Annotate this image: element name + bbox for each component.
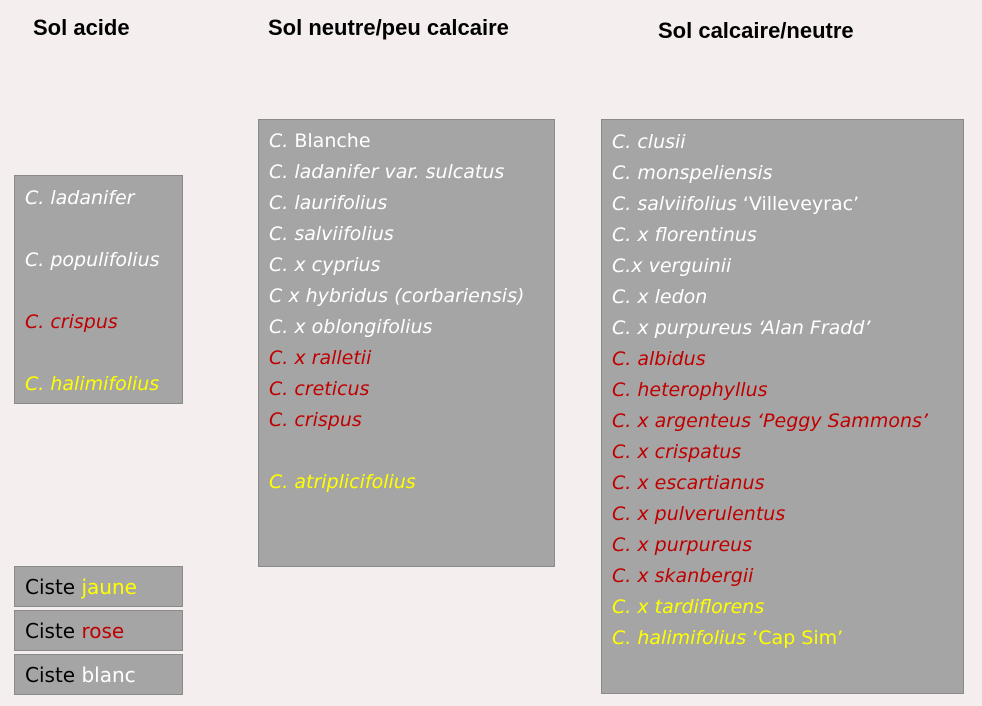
species-epithet: monspeliensis (637, 162, 773, 184)
species-genus: C. (612, 348, 632, 370)
species-epithet: laurifolius (294, 192, 388, 214)
list-box-sol-neutre (258, 119, 555, 567)
legend-prefix: Ciste (25, 663, 76, 687)
species-epithet: x argenteus ‘Peggy Sammons’ (637, 410, 928, 432)
species-genus: C. (612, 224, 632, 246)
species-epithet: x purpureus ‘Alan Fradd’ (637, 317, 871, 339)
species-genus: C. (269, 192, 289, 214)
species-item (269, 157, 554, 188)
species-genus: C. (269, 223, 289, 245)
species-epithet: salviifolius (637, 193, 737, 215)
species-item (612, 437, 963, 468)
species-genus: C. (269, 316, 289, 338)
species-genus: C. (612, 193, 632, 215)
species-epithet: salviifolius (294, 223, 394, 245)
species-item (612, 127, 963, 158)
species-epithet: ladanifer (50, 187, 135, 209)
species-epithet: x purpureus (637, 534, 753, 556)
species-genus: C. (25, 249, 45, 271)
species-genus: C. (269, 130, 289, 152)
species-epithet: albidus (637, 348, 706, 370)
species-genus: C. (25, 373, 45, 395)
species-epithet: x escartianus (637, 472, 765, 494)
heading-sol-calcaire: Sol calcaire/neutre (658, 18, 854, 43)
legend-prefix: Ciste (25, 575, 76, 599)
species-item (612, 592, 963, 623)
legend-prefix: Ciste (25, 619, 76, 643)
species-epithet: x hybridus (corbariensis) (288, 285, 525, 307)
species-item (25, 246, 182, 308)
species-genus: C. (269, 378, 289, 400)
species-epithet: x skanbergii (637, 565, 754, 587)
species-cultivar: ‘Villeveyrac’ (742, 193, 860, 215)
list-box-sol-calcaire (601, 119, 964, 694)
species-epithet: x oblongifolius (294, 316, 433, 338)
species-item (612, 468, 963, 499)
species-item (269, 467, 554, 498)
species-epithet: halimifolius (50, 373, 160, 395)
species-epithet: halimifolius (637, 627, 747, 649)
legend-word-rose: rose (81, 619, 125, 643)
species-epithet: crispus (294, 409, 362, 431)
species-epithet: ladanifer var. sulcatus (294, 161, 505, 183)
species-genus: C. (612, 534, 632, 556)
species-item (269, 250, 554, 281)
species-epithet: x florentinus (637, 224, 757, 246)
species-item (612, 282, 963, 313)
species-genus: C. (269, 254, 289, 276)
species-genus: C. (612, 441, 632, 463)
species-genus: C. (612, 410, 632, 432)
species-epithet: heterophyllus (637, 379, 768, 401)
species-genus: C. (25, 187, 45, 209)
species-item (269, 281, 554, 312)
species-item (612, 158, 963, 189)
species-genus: C. (612, 379, 632, 401)
species-item (612, 313, 963, 344)
species-item (612, 561, 963, 592)
species-epithet: x crispatus (637, 441, 742, 463)
species-genus: C.x (612, 255, 643, 277)
species-genus: C. (25, 311, 45, 333)
species-item (612, 189, 963, 220)
species-item (612, 344, 963, 375)
species-item (612, 406, 963, 437)
species-item (269, 126, 554, 157)
species-item (25, 184, 182, 246)
species-genus: C. (612, 472, 632, 494)
species-item (269, 219, 554, 250)
species-genus: C. (612, 627, 632, 649)
species-item (269, 312, 554, 343)
species-cultivar: ‘Cap Sim’ (752, 627, 844, 649)
species-epithet: verguinii (648, 255, 732, 277)
species-list-sol-neutre (269, 126, 554, 498)
species-genus: C. (612, 596, 632, 618)
heading-sol-neutre: Sol neutre/peu calcaire (268, 15, 509, 40)
heading-sol-acide: Sol acide (33, 15, 130, 40)
species-epithet: creticus (294, 378, 370, 400)
species-item (612, 251, 963, 282)
species-item (612, 220, 963, 251)
legend-word-blanc: blanc (81, 663, 136, 687)
legend-word-jaune: jaune (81, 575, 137, 599)
species-item (269, 405, 554, 436)
species-genus: C. (269, 347, 289, 369)
species-genus: C. (269, 161, 289, 183)
species-epithet: x cyprius (294, 254, 381, 276)
list-box-sol-acide (14, 175, 183, 404)
species-item (25, 308, 182, 370)
species-epithet: x ledon (637, 286, 708, 308)
species-genus: C. (612, 317, 632, 339)
species-genus: C. (612, 565, 632, 587)
legend-item-jaune (14, 566, 183, 607)
species-item (612, 623, 963, 654)
species-item (612, 499, 963, 530)
species-epithet: clusii (637, 131, 686, 153)
species-epithet: atriplicifolius (294, 471, 416, 493)
species-list-sol-calcaire (612, 127, 963, 654)
species-item (269, 436, 554, 467)
species-genus: C. (612, 131, 632, 153)
species-item (269, 374, 554, 405)
species-genus: C. (612, 162, 632, 184)
species-genus: C. (269, 409, 289, 431)
species-item (612, 530, 963, 561)
species-epithet: x tardiflorens (637, 596, 765, 618)
species-item (612, 375, 963, 406)
species-item (269, 188, 554, 219)
species-genus: C (269, 285, 283, 307)
legend-item-blanc (14, 654, 183, 695)
species-epithet: crispus (50, 311, 118, 333)
species-item (269, 343, 554, 374)
species-item (25, 370, 182, 432)
species-genus: C. (269, 471, 289, 493)
legend-item-rose (14, 610, 183, 651)
species-epithet: populifolius (50, 249, 160, 271)
species-epithet: x pulverulentus (637, 503, 786, 525)
species-list-sol-acide (25, 184, 182, 432)
species-genus: C. (612, 503, 632, 525)
species-epithet: Blanche (294, 130, 371, 152)
species-epithet: x ralletii (294, 347, 372, 369)
species-genus: C. (612, 286, 632, 308)
